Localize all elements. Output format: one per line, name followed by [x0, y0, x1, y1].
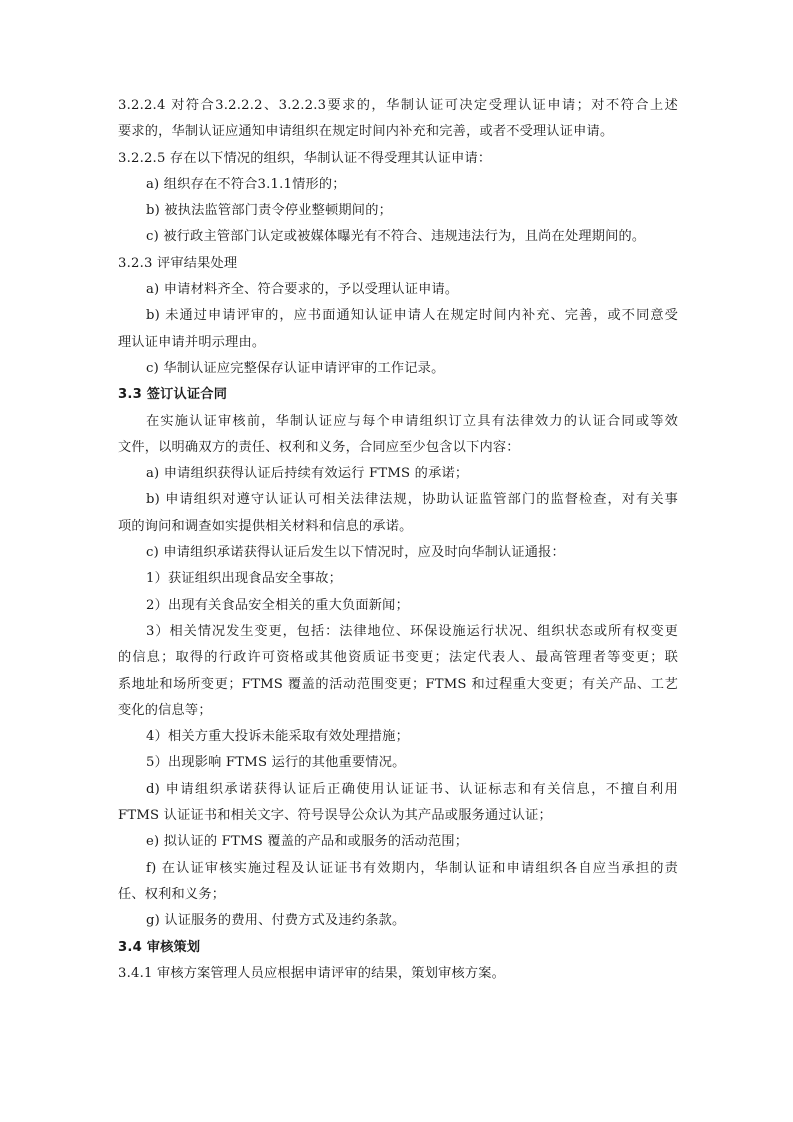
text-line: 3.4.1 审核方案管理人员应根据申请评审的结果，策划审核方案。	[118, 965, 506, 981]
text-line: 2）出现有关食品安全相关的重大负面新闻；	[146, 597, 409, 613]
text-line: 变化的信息等；	[118, 702, 212, 718]
text-line: 3.2.2.5 存在以下情况的组织，华制认证不得受理其认证申请：	[118, 150, 492, 166]
text-line: 1）获证组织出现食品安全事故；	[146, 571, 343, 587]
text-line: 在实施认证审核前，华制认证应与每个申请组织订立具有法律效力的认证合同或等效	[146, 413, 678, 429]
text-line: 系地址和场所变更；FTMS 覆盖的活动范围变更；FTMS 和过程重大变更；有关产品、工艺	[118, 676, 678, 692]
text-line: c) 被行政主管部门认定或被媒体曝光有不符合、违规违法行为，且尚在处理期间的。	[146, 229, 646, 245]
text-line: b) 申请组织对遵守认证认可相关法律法规，协助认证监管部门的监督检查，对有关事	[146, 492, 678, 508]
text-line: e) 拟认证的 FTMS 覆盖的产品和或服务的活动范围；	[146, 834, 469, 850]
text-line: 3.2.3 评审结果处理	[118, 255, 238, 271]
text-line: 的信息；取得的行政许可资格或其他资质证书变更；法定代表人、最高管理者等变更；联	[118, 650, 678, 666]
text-line: FTMS 认证证书和相关文字、符号误导公众认为其产品或服务通过认证；	[118, 808, 552, 824]
text-line: 理认证申请并明示理由。	[118, 334, 266, 350]
text-line: a) 申请组织获得认证后持续有效运行 FTMS 的承诺；	[146, 466, 469, 482]
text-line: 任、权利和义务；	[118, 886, 226, 902]
text-line: 文件，以明确双方的责任、权利和义务，合同应至少包含以下内容：	[118, 439, 520, 455]
text-line: 4）相关方重大投诉未能采取有效处理措施；	[146, 729, 409, 745]
section-heading: 3.3 签订认证合同	[118, 387, 228, 403]
document-page	[118, 93, 678, 987]
text-line: 5）出现影响 FTMS 运行的其他重要情况。	[146, 755, 406, 771]
text-line: b) 未通过申请评审的，应书面通知认证申请人在规定时间内补充、完善，或不同意受	[146, 308, 678, 324]
text-line: f) 在认证审核实施过程及认证证书有效期内，华制认证和申请组织各自应当承担的责	[146, 860, 678, 876]
text-line: c) 华制认证应完整保存认证申请评审的工作记录。	[146, 360, 445, 376]
text-line: 3）相关情况发生变更，包括：法律地位、环保设施运行状况、组织状态或所有权变更	[146, 623, 678, 639]
text-line: 项的询问和调查如实提供相关材料和信息的承诺。	[118, 518, 413, 534]
text-line: c) 申请组织承诺获得认证后发生以下情况时，应及时向华制认证通报：	[146, 545, 565, 561]
text-line: d) 申请组织承诺获得认证后正确使用认证证书、认证标志和有关信息，不擅自利用	[146, 781, 678, 797]
text-line: b) 被执法监管部门责令停业整顿期间的；	[146, 203, 392, 219]
text-line: 3.2.2.4 对符合3.2.2.2、3.2.2.3要求的，华制认证可决定受理认证申请；对不符合上述	[118, 98, 678, 113]
text-line: a) 组织存在不符合3.1.1情形的；	[146, 176, 346, 192]
text-line: 要求的，华制认证应通知申请组织在规定时间内补充和完善，或者不受理认证申请。	[118, 124, 614, 140]
section-heading: 3.4 审核策划	[118, 939, 201, 955]
text-line: a) 申请材料齐全、符合要求的，予以受理认证申请。	[146, 282, 459, 298]
text-line: g) 认证服务的费用、付费方式及违约条款。	[146, 913, 406, 929]
